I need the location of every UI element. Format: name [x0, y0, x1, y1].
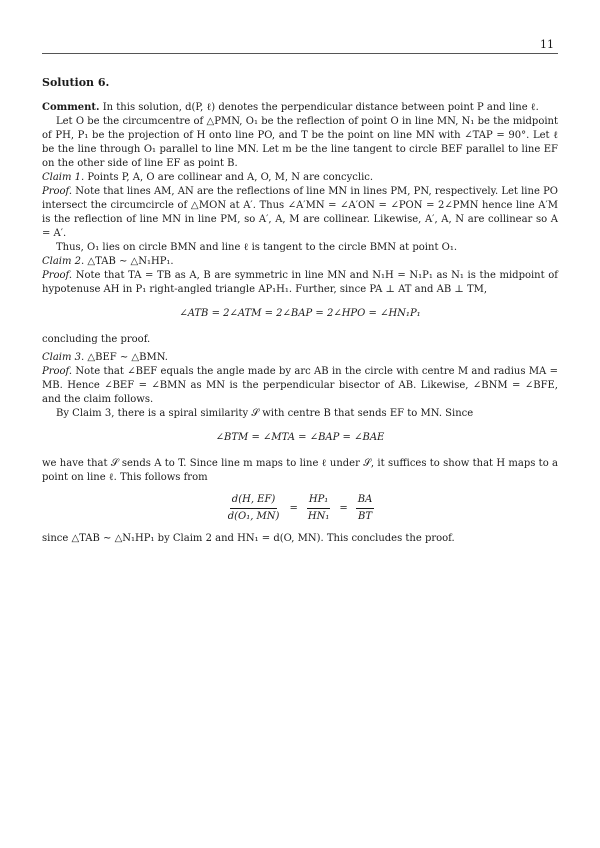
claim1-text: Points P, A, O are collinear and A, O, M, N are concyclic. [87, 172, 374, 183]
claim3-text: △BEF ∼ △BMN. [87, 352, 168, 363]
proof1-label: Proof. [42, 186, 73, 197]
angle-equation-1: ∠ATB = 2∠ATM = 2∠BAP = 2∠HPO = ∠HN₁P₁ [179, 308, 421, 319]
claim1-paragraph [42, 171, 558, 185]
claim2-label: Claim 2. [42, 256, 85, 267]
thus-paragraph: Thus, O₁ lies on circle BMN and line ℓ is tangent to the circle BMN at point O₁. [56, 242, 458, 253]
concluding-paragraph: concluding the proof. [42, 334, 151, 345]
equals-sign-2: = [339, 502, 348, 514]
proof2-paragraph [42, 269, 558, 297]
fraction-2-numerator: HP₁ [307, 493, 330, 509]
fraction-2-denominator: HN₁ [307, 511, 330, 522]
fraction-3 [356, 493, 375, 524]
equals-sign-1: = [289, 502, 298, 514]
comment-paragraph [42, 101, 558, 115]
proof2-text: Note that TA = TB as A, B are symmetric in line MN and N₁H = N₁P₁ as N₁ is the midpoint of hypotenuse AH in P₁ right-angled triangle AP₁H₁. Further, since PA ⊥ AT and AB ⊥ TM, [42, 270, 558, 295]
claim3-label: Claim 3. [42, 352, 85, 363]
claim1-label: Claim 1. [42, 172, 85, 183]
fraction-1 [226, 493, 282, 524]
solution-title: Solution 6. [42, 76, 110, 89]
page-content [42, 76, 558, 546]
claim2-paragraph [42, 255, 558, 269]
page-number: 11 [540, 38, 554, 51]
proof2-label: Proof. [42, 270, 73, 281]
proof1-text: Note that lines AM, AN are the reflections of line MN in lines PM, PN, respectively. Let line PO intersect the circumcircle of △MON at A′. Thus ∠A′MN = ∠A′ON = ∠PON = 2∠PMN hence line A′M is the reflection of line MN in line PM, so A′, A, M are collinear. Likewise, A′, A, N are collinear so A = A′. [42, 186, 558, 239]
claim2-text: △TAB ∼ △N₁HP₁. [87, 256, 174, 267]
final-paragraph: since △TAB ∼ △N₁HP₁ by Claim 2 and HN₁ = d(O, MN). This concludes the proof. [42, 533, 455, 544]
fraction-3-numerator: BA [356, 493, 375, 509]
proof1-paragraph [42, 185, 558, 241]
angle-equation-2: ∠BTM = ∠MTA = ∠BAP = ∠BAE [215, 432, 385, 443]
proof3-text: Note that ∠BEF equals the angle made by arc AB in the circle with centre M and radius MA = MB. Hence ∠BEF = ∠BMN as MN is the perpendicular bisector of AB. Likewise, ∠BNM = ∠BFE, and the claim follows. [42, 366, 558, 405]
we-have-paragraph: we have that 𝒮 sends A to T. Since line m maps to line ℓ under 𝒮, it suffices to show that H maps to a point on line ℓ. This follows from [42, 458, 558, 483]
comment-label: Comment. [42, 102, 100, 113]
by-claim3-paragraph: By Claim 3, there is a spiral similarity 𝒮 with centre B that sends EF to MN. Since [56, 408, 474, 419]
fraction-equation [42, 493, 558, 524]
fraction-1-numerator: d(H, EF) [230, 493, 278, 509]
fraction-3-denominator: BT [357, 511, 373, 522]
fraction-1-denominator: d(O₁, MN) [227, 511, 280, 522]
fraction-2 [306, 493, 331, 524]
claim3-paragraph [42, 351, 558, 365]
header-rule [42, 53, 558, 54]
proof3-paragraph [42, 365, 558, 407]
setup-paragraph: Let O be the circumcentre of △PMN, O₁ be the reflection of point O in line MN, N₁ be the midpoint of PH, P₁ be the projection of H onto line PO, and T be the point on line MN with ∠TAP = 90°. Let ℓ be the line through O₁ parallel to line MN. Let m be the line tangent to circle BEF parallel to line EF on the other side of line EF as point B. [42, 116, 558, 169]
comment-text: In this solution, d(P, ℓ) denotes the perpendicular distance between point P and line ℓ. [102, 102, 539, 113]
proof3-label: Proof. [42, 366, 73, 377]
